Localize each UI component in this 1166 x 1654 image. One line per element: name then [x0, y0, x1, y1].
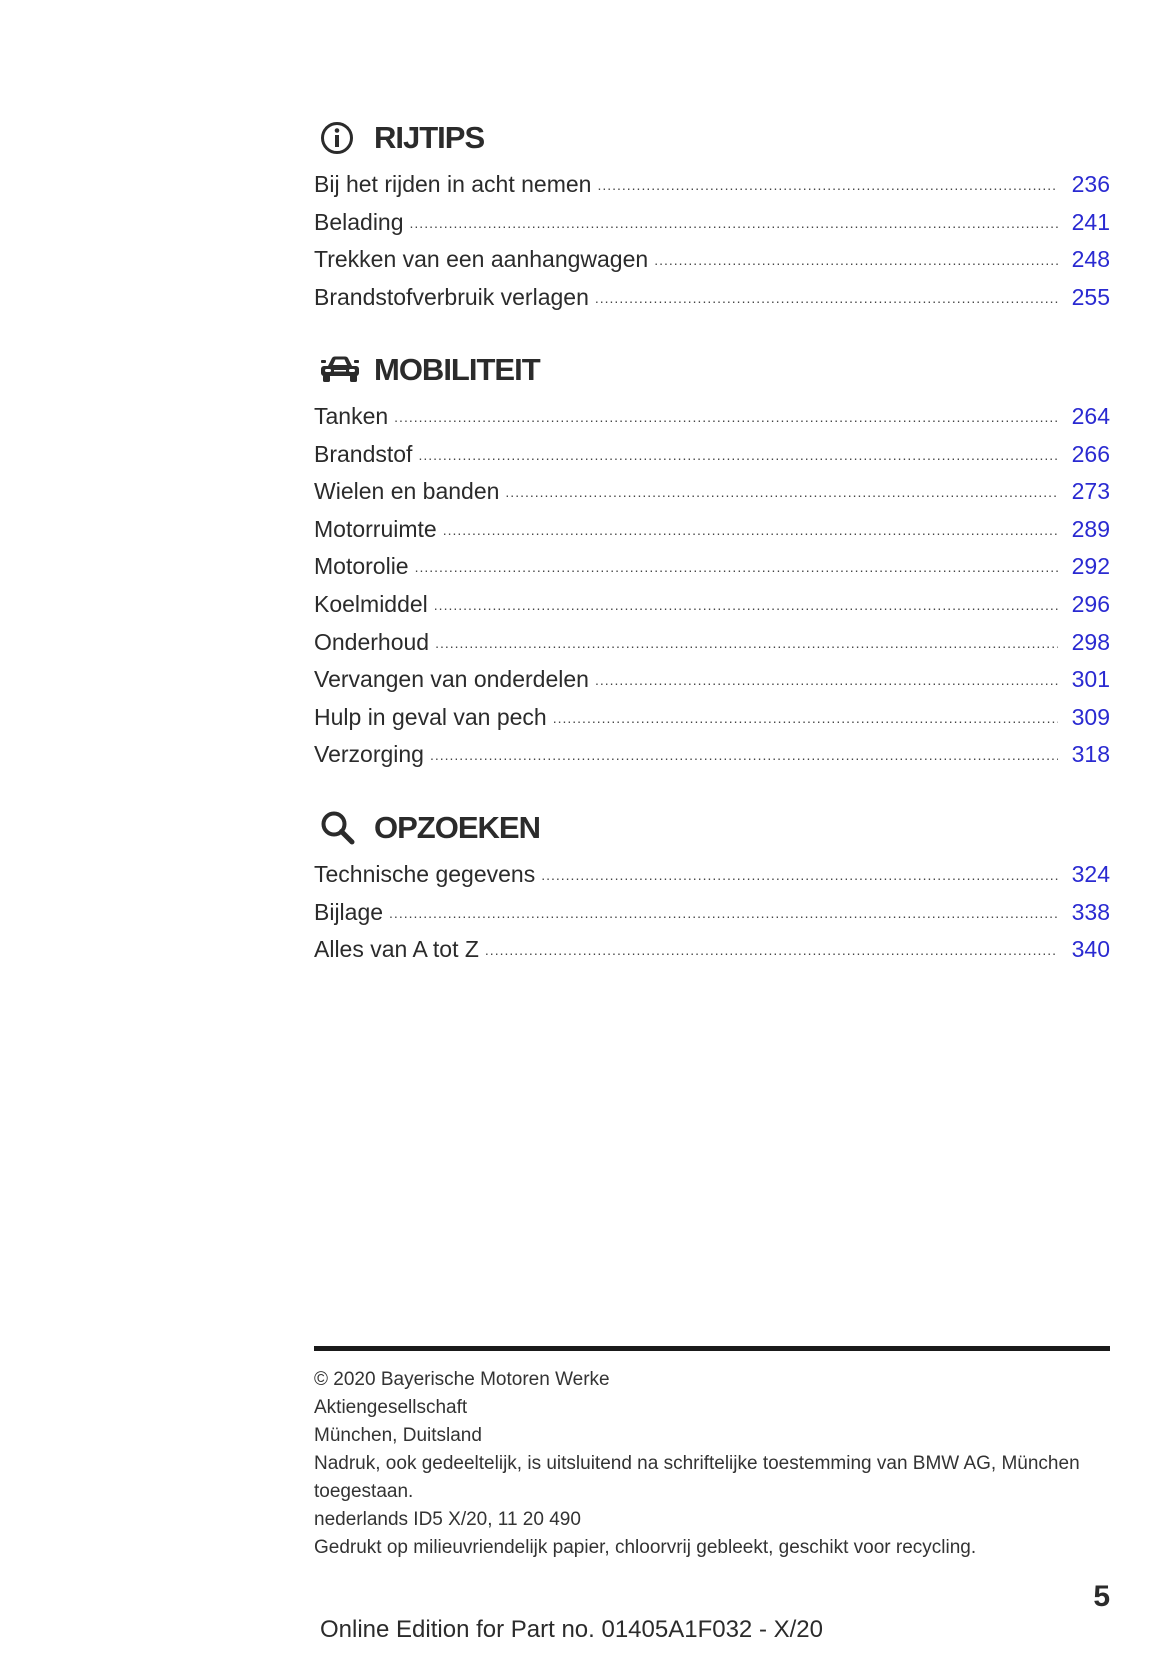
toc-leader-dots — [434, 587, 1058, 625]
toc-leader-dots — [430, 737, 1058, 775]
toc-entry-label: Wielen en banden — [314, 478, 500, 505]
toc-entry[interactable] — [314, 511, 1110, 549]
page-number: 5 — [1093, 1580, 1110, 1613]
imprint-company: Aktiengesellschaft — [314, 1397, 468, 1418]
imprint-paper-notice: Gedrukt op milieuvriendelijk papier, chloorvrij gebleekt, geschikt voor recycling. — [314, 1537, 977, 1558]
toc-leader-dots — [410, 205, 1058, 243]
toc-entry[interactable] — [314, 856, 1110, 894]
toc-entry-label: Brandstof — [314, 440, 413, 467]
toc-entry-label: Bij het rijden in acht nemen — [314, 171, 592, 197]
toc-entry-label: Alles van A tot Z — [314, 936, 479, 963]
toc-section-opzoeken — [314, 806, 1110, 969]
toc-entry[interactable] — [314, 894, 1110, 932]
toc-page-link[interactable]: 248 — [1071, 246, 1110, 273]
toc-entry-label: Onderhoud — [314, 628, 430, 655]
toc-section-rijtips — [314, 116, 1110, 316]
toc-entry-label: Technische gegevens — [314, 861, 536, 887]
toc-leader-dots — [394, 399, 1058, 437]
toc-entry[interactable] — [314, 241, 1110, 279]
toc-entry-label: Hulp in geval van pech — [314, 703, 547, 730]
footer-edition: Online Edition for Part no. 01405A1F032 - X/20 — [320, 1616, 823, 1643]
toc-page-link[interactable]: 255 — [1071, 283, 1110, 310]
toc-page-link[interactable]: 296 — [1071, 590, 1110, 617]
toc-entry-label: Verzorging — [314, 741, 424, 768]
toc-page-link[interactable]: 324 — [1071, 861, 1110, 887]
toc-page-link[interactable]: 309 — [1071, 703, 1110, 730]
toc-page-link[interactable]: 318 — [1071, 741, 1110, 768]
toc-entry-label: Motorruimte — [314, 515, 437, 542]
toc-entry-label: Trekken van een aanhangwagen — [314, 246, 649, 273]
toc-entry-label: Tanken — [314, 403, 389, 429]
toc-leader-dots — [654, 242, 1058, 280]
toc-page-link[interactable]: 264 — [1071, 403, 1110, 429]
imprint-edition-code: nederlands ID5 X/20, 11 20 490 — [314, 1509, 581, 1530]
toc-entry[interactable] — [314, 204, 1110, 242]
toc-entry[interactable] — [314, 661, 1110, 699]
toc-leader-dots — [415, 549, 1058, 587]
toc-entry-label: Belading — [314, 208, 404, 235]
info-icon — [320, 118, 362, 158]
section-title: OPZOEKEN — [374, 810, 540, 845]
toc-page-link[interactable]: 338 — [1071, 898, 1110, 925]
toc-entry[interactable] — [314, 586, 1110, 624]
toc-section-mobiliteit — [314, 348, 1110, 774]
toc-entry-label: Koelmiddel — [314, 590, 428, 617]
divider-rule — [314, 1346, 1110, 1351]
toc-entry-label: Vervangen van onderdelen — [314, 666, 589, 693]
toc-leader-dots — [505, 474, 1058, 512]
imprint-location: München, Duitsland — [314, 1425, 482, 1446]
toc-page-link[interactable]: 241 — [1071, 208, 1110, 235]
toc-entry[interactable] — [314, 736, 1110, 774]
toc-page-link[interactable]: 298 — [1071, 628, 1110, 655]
toc-leader-dots — [541, 857, 1058, 895]
toc-leader-dots — [597, 167, 1058, 205]
car-icon — [320, 350, 362, 390]
imprint-copyright: © 2020 Bayerische Motoren Werke — [314, 1369, 610, 1390]
imprint-reprint-notice: Nadruk, ook gedeeltelijk, is uitsluitend na schriftelijke toestemming van BMW AG, München toegestaan. — [314, 1453, 1080, 1502]
toc-page-link[interactable]: 340 — [1071, 936, 1110, 963]
toc-entry[interactable] — [314, 548, 1110, 586]
toc-page-link[interactable]: 289 — [1071, 515, 1110, 542]
toc-entry[interactable] — [314, 931, 1110, 969]
toc-list — [314, 856, 1110, 969]
toc-entry[interactable] — [314, 279, 1110, 317]
section-header — [314, 116, 1110, 160]
section-header — [314, 806, 1110, 850]
section-title: RIJTIPS — [374, 120, 485, 155]
toc-page-link[interactable]: 273 — [1071, 478, 1110, 505]
toc-entry-label: Brandstofverbruik verlagen — [314, 283, 589, 310]
toc-leader-dots — [595, 280, 1058, 318]
toc-page-link[interactable]: 292 — [1071, 553, 1110, 580]
toc-leader-dots — [435, 625, 1058, 663]
toc-page-link[interactable]: 301 — [1071, 666, 1110, 693]
toc-list — [314, 398, 1110, 774]
toc-entry-label: Motorolie — [314, 553, 409, 580]
toc-list — [314, 166, 1110, 316]
toc-page-link[interactable]: 236 — [1071, 171, 1110, 197]
toc-entry[interactable] — [314, 398, 1110, 436]
toc-leader-dots — [443, 512, 1058, 550]
toc-leader-dots — [485, 932, 1058, 970]
toc-entry[interactable] — [314, 473, 1110, 511]
toc-entry[interactable] — [314, 166, 1110, 204]
toc-entry[interactable] — [314, 624, 1110, 662]
toc-entry-label: Bijlage — [314, 898, 384, 925]
toc-entry[interactable] — [314, 436, 1110, 474]
toc-leader-dots — [389, 895, 1058, 933]
section-title: MOBILITEIT — [374, 352, 540, 387]
section-header — [314, 348, 1110, 392]
toc-leader-dots — [418, 437, 1058, 475]
imprint-block — [314, 1366, 1110, 1562]
toc-entry[interactable] — [314, 699, 1110, 737]
toc-leader-dots — [595, 662, 1058, 700]
toc-leader-dots — [553, 700, 1058, 738]
search-icon — [320, 808, 362, 848]
toc-page-link[interactable]: 266 — [1071, 440, 1110, 467]
